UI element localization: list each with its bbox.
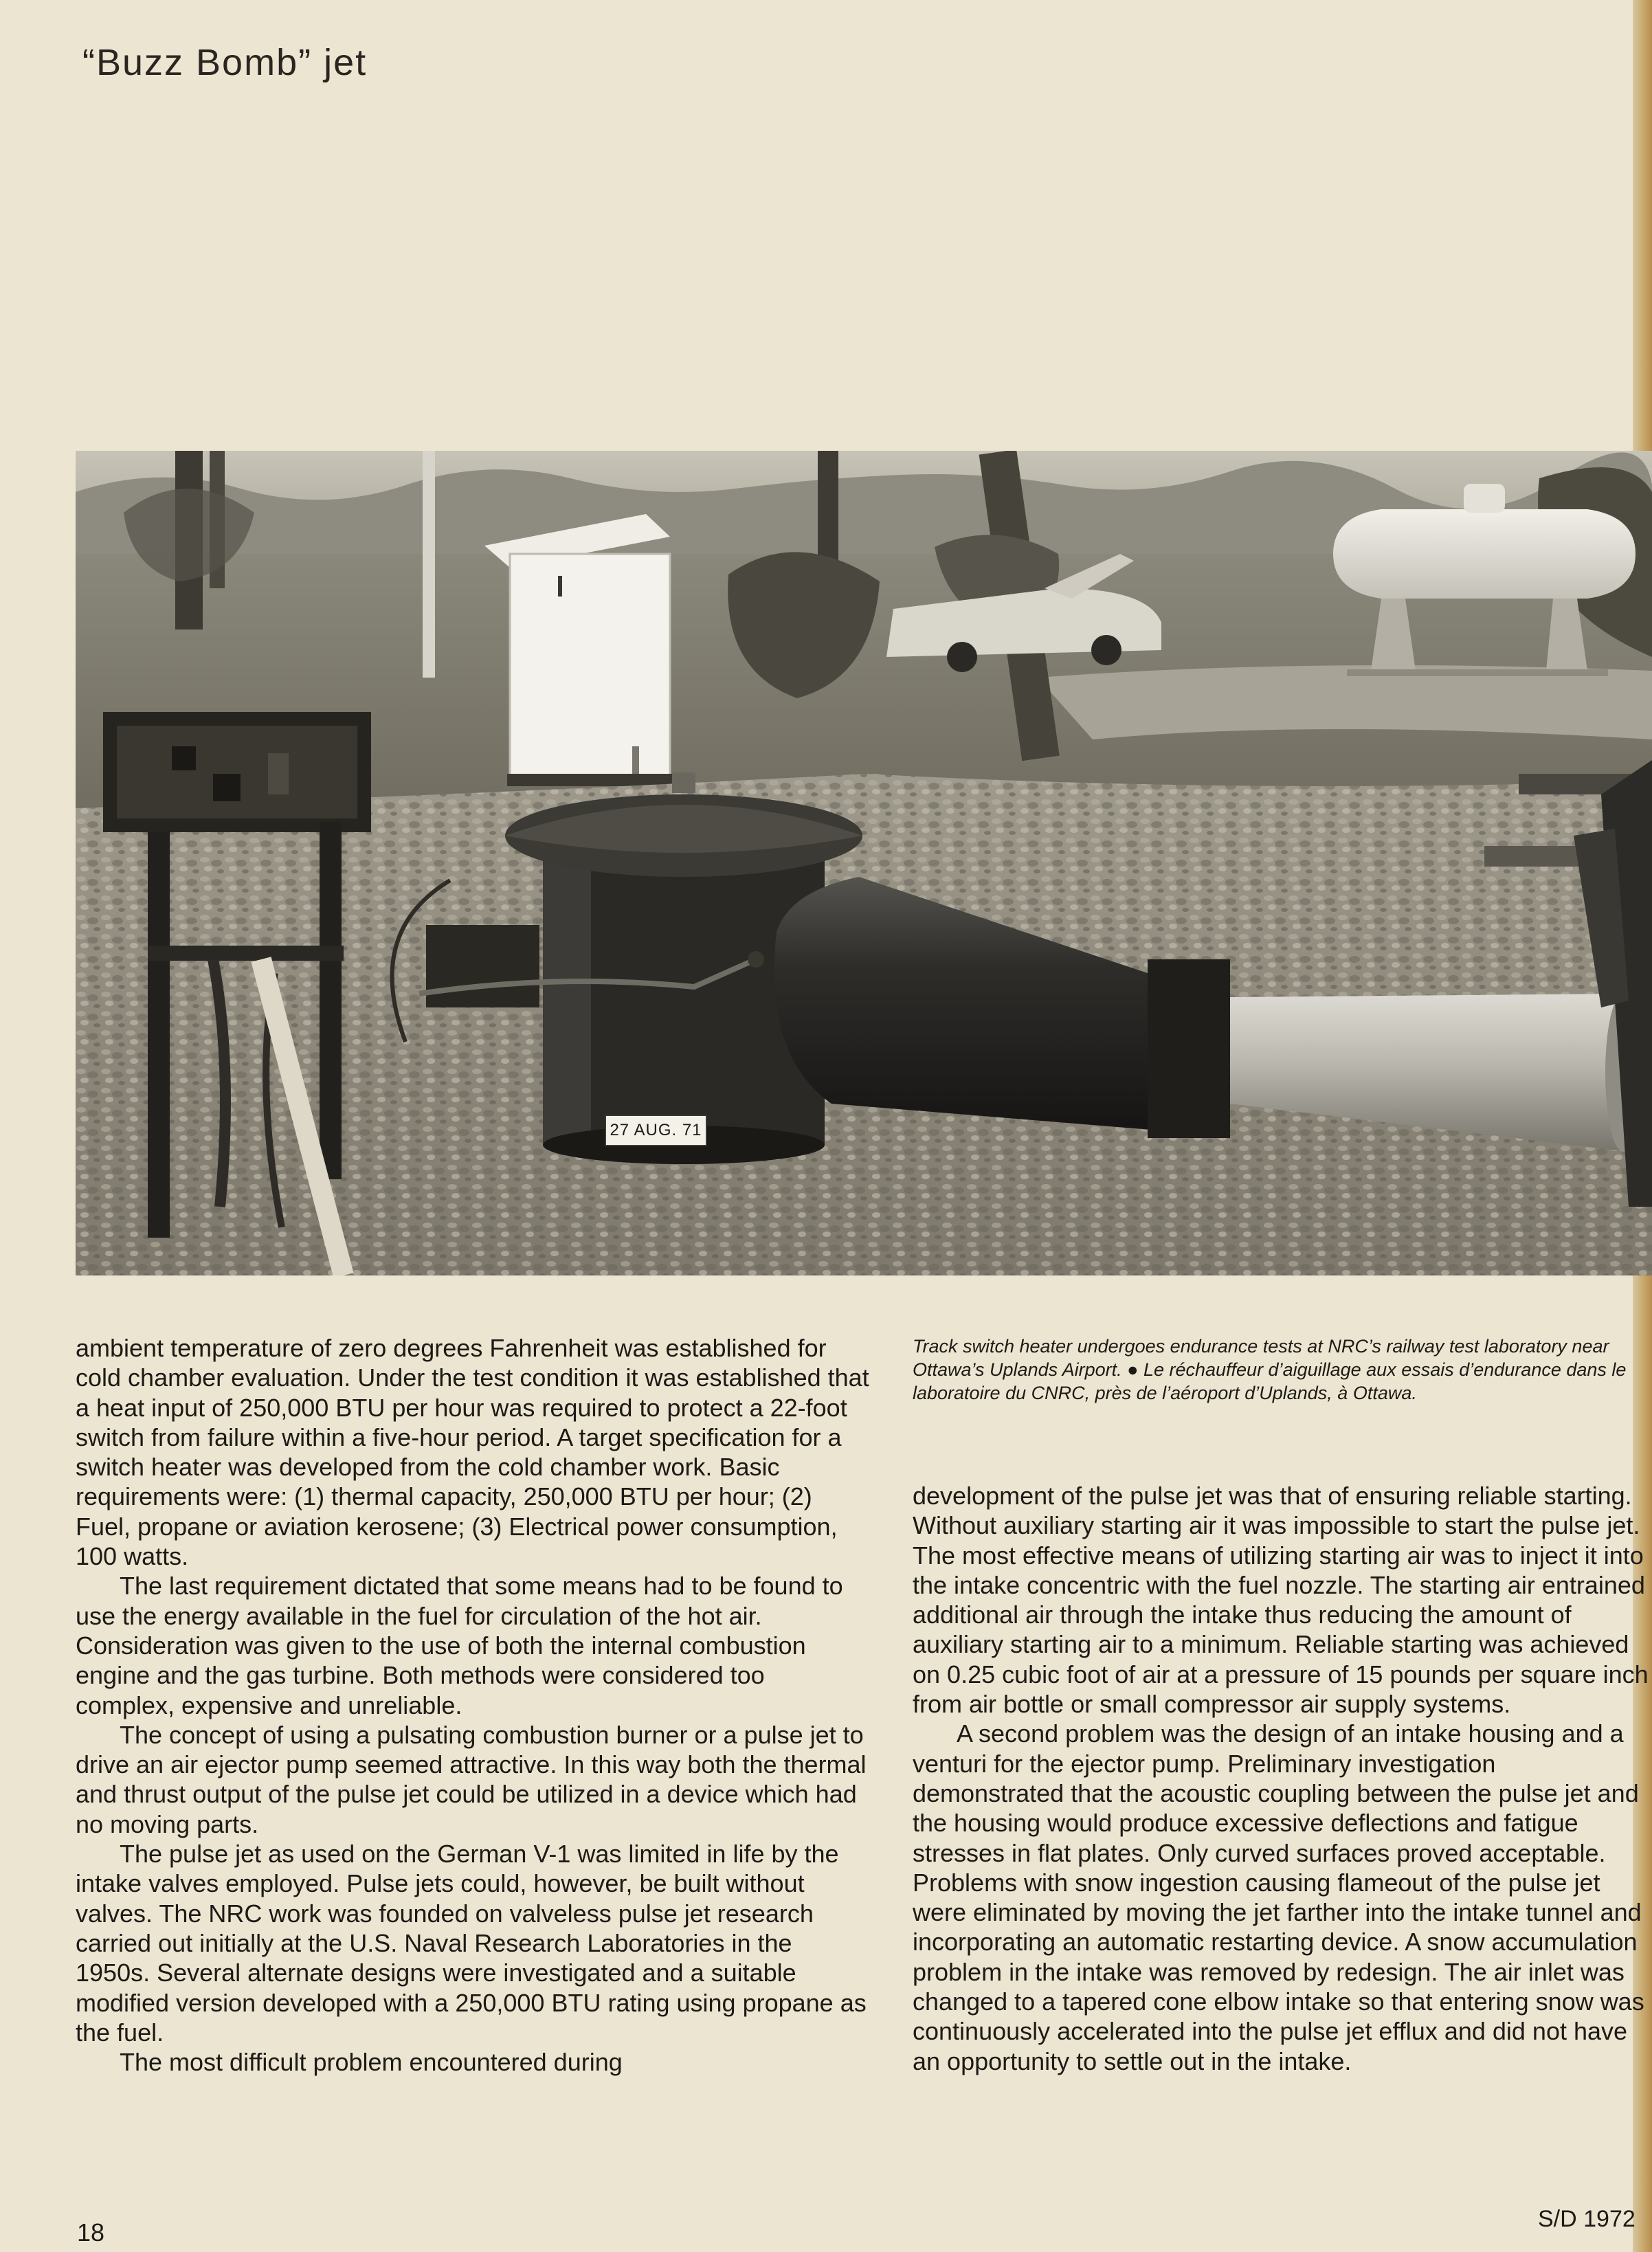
- left-column: [76, 1333, 869, 2077]
- right-column: [913, 1481, 1652, 2076]
- paragraph: The pulse jet as used on the German V-1 was limited in life by the intake valves employed. Pulse jets could, however, be built without valves. The NRC work was founded on valveless pulse jet research carried out initially at the U.S. Naval Research Laboratories in the 1950s. Several alternate designs were investigated and a suitable modified version developed with a 250,000 BTU rating using propane as the fuel.: [76, 1840, 867, 2047]
- paragraph: ambient temperature of zero degrees Fahrenheit was established for cold chamber evaluation. Under the test condition it was established that a heat input of 250,000 BTU per hour was required to protect a 22-foot switch from failure within a five-hour period. A target specification for a switch heater was developed from the cold chamber work. Basic requirements were: (1) thermal capacity, 250,000 BTU per hour; (2) Fuel, propane or aviation kerosene; (3) Electrical power consumption, 100 watts.: [76, 1334, 869, 1571]
- page-number: 18: [77, 2218, 105, 2247]
- paragraph: A second problem was the design of an intake housing and a venturi for the ejector pump. Preliminary investigation demonstrated that the acoustic coupling between the pulse jet and the housing would produce excessive deflections and fatigue stresses in flat plates. Only curved surfaces proved acceptable. Problems with snow ingestion causing flameout of the pulse jet were eliminated by moving the jet farther into the intake tunnel and incorporating an automatic restarting device. A snow accumulation problem in the intake was removed by redesign. The air inlet was changed to a tapered cone elbow intake so that entering snow was continuously accelerated into the pulse jet efflux and did not have an opportunity to settle out in the intake.: [913, 1719, 1644, 2075]
- paragraph: The last requirement dictated that some means had to be found to use the energy available in the fuel for circulation of the hot air. Consideration was given to the use of both the internal combustion engine and the gas turbine. Both methods were considered too complex, expensive and unreliable.: [76, 1572, 843, 1719]
- running-title: “Buzz Bomb” jet: [82, 42, 368, 83]
- issue-label: S/D 1972: [1538, 2206, 1636, 2232]
- photo-caption: Track switch heater undergoes endurance tests at NRC’s railway test laboratory near Ottawa’s Uplands Airport. ● Le réchauffeur d’aiguillage aux essais d’endurance dans le laboratoire du CNRC, près de l’aéroport d’Uplands, à Ottawa.: [913, 1336, 1627, 1403]
- pulse-jet-photo: [76, 451, 1652, 1275]
- paragraph: development of the pulse jet was that of ensuring reliable starting. Without auxiliary starting air it was impossible to start the pulse jet. The most effective means of utilizing starting air was to inject it into the intake concentric with the fuel nozzle. The starting air entrained additional air through the intake thus reducing the amount of auxiliary starting air to a minimum. Reliable starting was achieved on 0.25 cubic foot of air at a pressure of 15 pounds per square inch from air bottle or small compressor air supply systems.: [913, 1482, 1649, 1719]
- paragraph: The most difficult problem encountered during: [120, 2048, 623, 2077]
- paragraph: The concept of using a pulsating combustion burner or a pulse jet to drive an air ejector pump seemed attractive. In this way both the thermal and thrust output of the pulse jet could be utilized in a device which had no moving parts.: [76, 1720, 867, 1838]
- date-plate: 27 AUG. 71: [605, 1115, 707, 1146]
